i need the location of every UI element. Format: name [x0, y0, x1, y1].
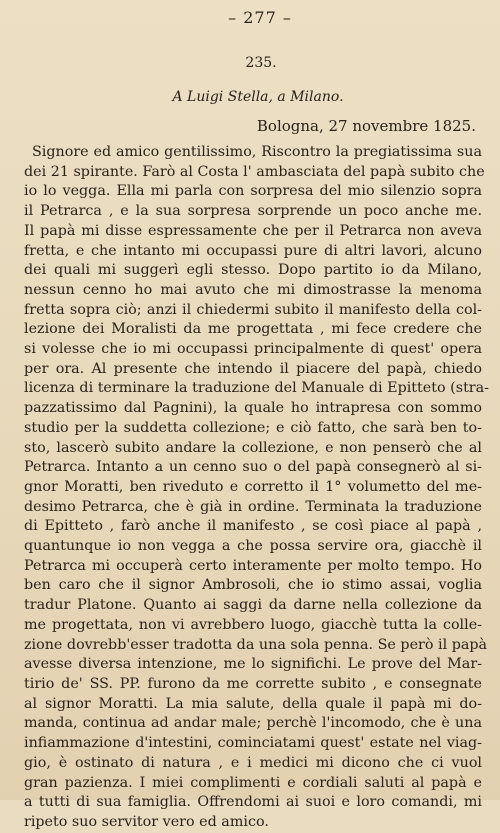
letter-line: io lo vegga. Ella mi parla con sorpresa del mio silenzio sopra [24, 183, 482, 200]
letter-addressee: A Luigi Stella, a Milano. [172, 89, 344, 105]
letter-line: a tutti di sua famiglia. Offrendomi ai suoi e loro comandi, mi [24, 794, 482, 811]
letter-line: Il papà mi disse espressamente che per il Petrarca non aveva [24, 222, 482, 239]
letter-line: fretta, e che intanto mi occupassi pure di altri lavori, alcuno [24, 242, 482, 259]
letter-line: Petrarca mi occuperà certo interamente per molto tempo. Ho [24, 557, 482, 574]
letter-line: nessun cenno ho mai avuto che mi dimostrasse la menoma [24, 281, 482, 298]
letter-line: sto, lascerò subito andare la collezione, e non penserò che al [24, 439, 482, 456]
letter-line: per ora. Al presente che intendo il piacere del papà, chiedo [24, 360, 482, 377]
letter-line: Petrarca. Intanto a un cenno suo o del papà consegnerò al si- [24, 459, 482, 476]
page-number: – 277 – [228, 8, 292, 27]
letter-line: ripeto suo servitor vero ed amico. [24, 813, 269, 830]
letter-line: licenza di terminare la traduzione del Manuale di Epitteto (stra- [24, 380, 489, 397]
letter-line: lezione dei Moralisti da me progettata , mi fece credere che [24, 321, 482, 338]
letter-line: gio, è ostinato di natura , e i medici mi dicono che ci vuol [24, 754, 482, 771]
letter-line: zione dovrebb'esser tradotta da una sola penna. Se però il papà [24, 636, 488, 653]
library-stamp [474, 30, 486, 58]
letter-line: di Epitteto , farò anche il manifesto , se così piace al papà , [24, 518, 482, 535]
letter-line: pazzatissimo dal Pagnini), la quale ho intrapresa con sommo [24, 400, 482, 417]
letter-dateline: Bologna, 27 novembre 1825. [256, 117, 476, 135]
letter-line: tradur Platone. Quanto ai saggi da darne nella collezione da [24, 597, 482, 614]
letter-line: gran pazienza. I miei complimenti e cordiali saluti al papà e [24, 774, 482, 791]
letter-line: si volesse che io mi occupassi principalmente di quest' opera [24, 341, 482, 358]
letter-line: desimo Petrarca, che è già in ordine. Terminata la traduzione [24, 498, 482, 515]
letter-line: Signore ed amico gentilissimo, Riscontro la pregiatissima sua [32, 144, 482, 160]
letter-line: avesse diversa intenzione, me lo significhi. Le prove del Mar- [24, 656, 482, 673]
letter-line: dei quali mi suggerì egli stesso. Dopo partito io da Milano, [24, 262, 482, 279]
letter-line: dei 21 spirante. Farò al Costa l' ambasciata del papà subito che [24, 163, 485, 180]
letter-line: infiammazione d'intestini, cominciatami quest' estate nel viag- [24, 735, 482, 752]
letter-line: gnor Moratti, ben riveduto e corretto il 1° volumetto del me- [24, 478, 482, 495]
letter-number: 235. [245, 55, 277, 71]
letter-body [24, 143, 489, 833]
letter-line: me progettata, non vi avrebbero luogo, giacchè tutta la colle- [24, 616, 482, 633]
letter-line: manda, continua ad andar male; perchè l'incomodo, che è una [24, 715, 482, 732]
letter-line: il Petrarca , e la sua sorpresa sorprende un poco anche me. [24, 203, 482, 220]
letter-line: fretta sopra ciò; anzi il chiedermi subito il manifesto della col- [24, 301, 482, 318]
letter-line: quantunque io non vegga a che possa servire ora, giacchè il [24, 538, 482, 555]
letter-line: al signor Moratti. La mia salute, della quale il papà mi do- [24, 695, 482, 712]
letter-line: studio per la suddetta collezione; e ciò fatto, che sarà ben to- [24, 419, 482, 436]
letter-line: tirio de' SS. PP. furono da me corrette subito , e consegnate [24, 675, 482, 692]
letter-line: ben caro che il signor Ambrosoli, che io stimo assai, voglia [24, 577, 482, 594]
